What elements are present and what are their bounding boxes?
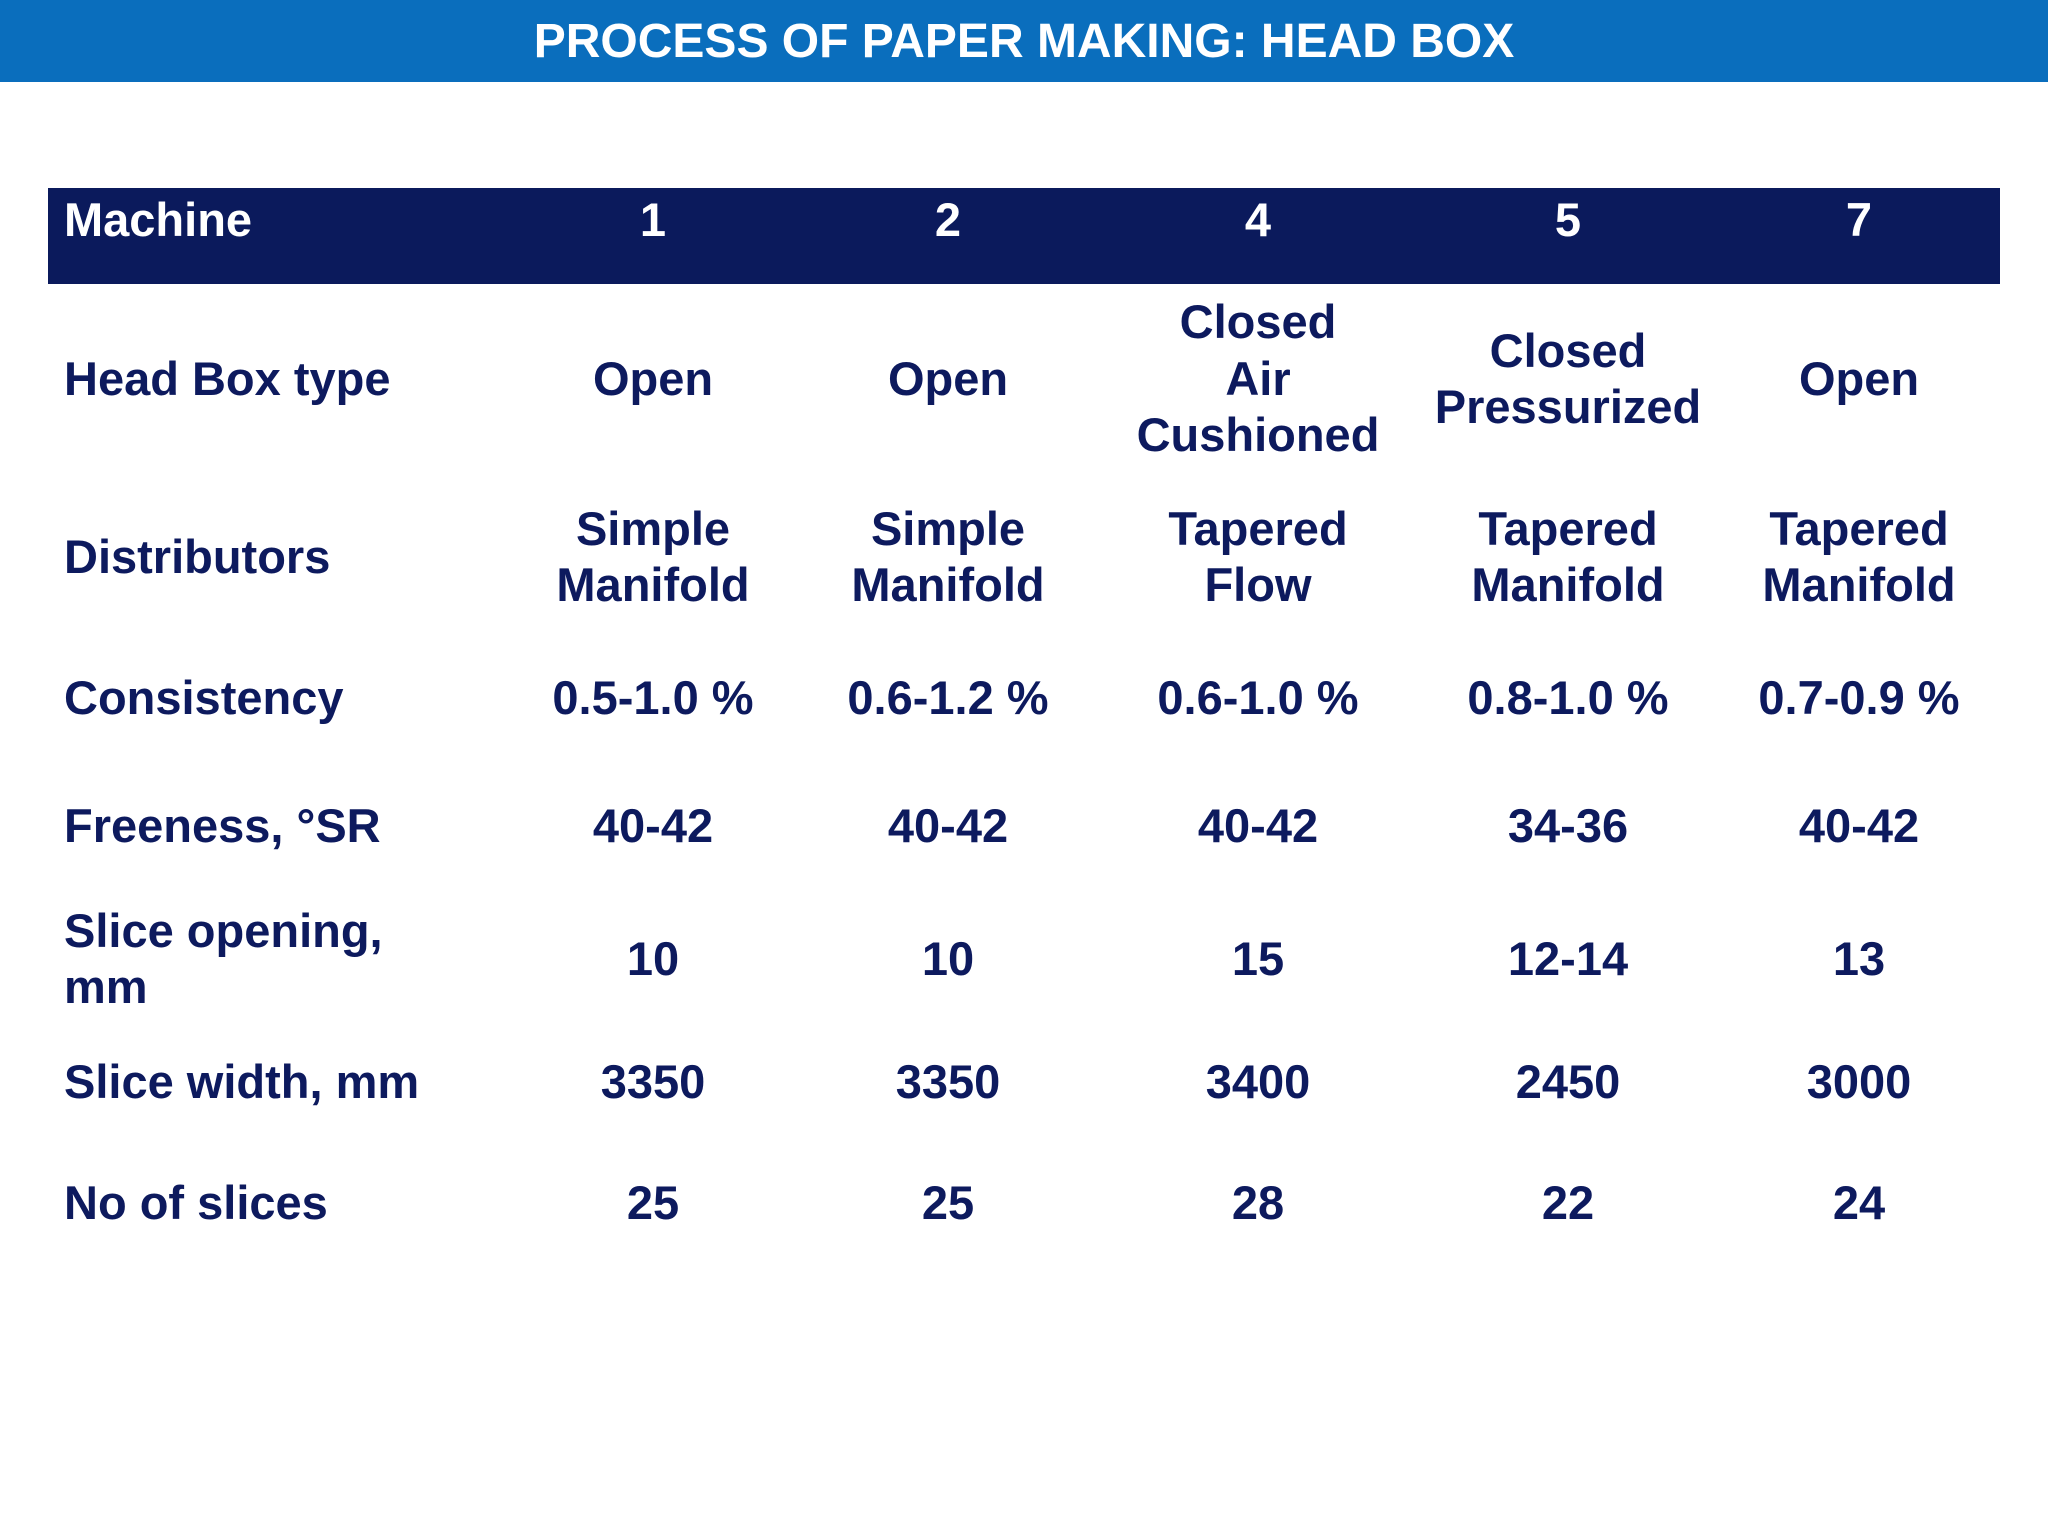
table-cell: 28: [1231, 1175, 1285, 1229]
data-table: [48, 188, 2000, 1264]
table-cell: 13: [1832, 931, 1886, 985]
table-header-row: [48, 188, 2000, 284]
table-cell: 40-42: [887, 798, 1009, 852]
table-row: [48, 1022, 2000, 1142]
table-row: [48, 1142, 2000, 1264]
table-cell: Tapered Manifold: [1471, 501, 1665, 611]
page-title: PROCESS OF PAPER MAKING: HEAD BOX: [533, 14, 1515, 68]
table-cell: 40-42: [592, 798, 714, 852]
table-row: [48, 756, 2000, 896]
table-cell: 3000: [1806, 1054, 1912, 1108]
table-cell: Closed Air Cushioned: [1136, 295, 1380, 462]
header-cell-machine: Machine: [64, 193, 253, 246]
table-cell: 24: [1832, 1175, 1886, 1229]
table-cell: 25: [921, 1175, 975, 1229]
table-cell: 22: [1541, 1175, 1595, 1229]
table-cell: 3350: [600, 1054, 706, 1108]
row-label: Distributors: [64, 529, 331, 583]
table-cell: Open: [1798, 351, 1920, 405]
table-cell: Open: [887, 351, 1009, 405]
table-cell: Simple Manifold: [851, 501, 1045, 611]
table-cell: 0.8-1.0 %: [1467, 670, 1669, 724]
table-cell: 10: [921, 931, 975, 985]
table-cell: Open: [592, 351, 714, 405]
table-cell: 3350: [895, 1054, 1001, 1108]
head-box-table: [48, 188, 2000, 1264]
table-cell: 0.5-1.0 %: [552, 670, 754, 724]
table-cell: 0.7-0.9 %: [1758, 670, 1960, 724]
row-label: Freeness, °SR: [64, 798, 381, 852]
table-cell: 0.6-1.0 %: [1157, 670, 1359, 724]
header-cell: 5: [1554, 193, 1582, 246]
row-label: Head Box type: [64, 351, 391, 405]
header-cell: 2: [934, 193, 962, 246]
table-cell: 40-42: [1798, 798, 1920, 852]
row-label: Consistency: [64, 670, 344, 724]
table-cell: 3400: [1205, 1054, 1311, 1108]
table-cell: 40-42: [1197, 798, 1319, 852]
header-cell: 4: [1244, 193, 1272, 246]
table-cell: 12-14: [1507, 931, 1629, 985]
table-cell: Closed Pressurized: [1434, 323, 1702, 433]
title-bar: [0, 0, 2048, 82]
table-cell: 2450: [1515, 1054, 1621, 1108]
row-label: Slice opening, mm: [64, 903, 383, 1013]
row-label: No of slices: [64, 1175, 328, 1229]
table-cell: Simple Manifold: [556, 501, 750, 611]
table-cell: 25: [626, 1175, 680, 1229]
table-cell: Tapered Flow: [1168, 501, 1348, 611]
table-cell: 34-36: [1507, 798, 1629, 852]
header-cell: 1: [639, 193, 667, 246]
table-row: [48, 640, 2000, 756]
table-row: [48, 284, 2000, 474]
table-cell: 0.6-1.2 %: [847, 670, 1049, 724]
row-label: Slice width, mm: [64, 1054, 420, 1108]
header-cell: 7: [1845, 193, 1873, 246]
table-cell: 10: [626, 931, 680, 985]
table-cell: 15: [1231, 931, 1285, 985]
table-row: [48, 474, 2000, 640]
table-row: [48, 896, 2000, 1022]
table-cell: Tapered Manifold: [1762, 501, 1956, 611]
